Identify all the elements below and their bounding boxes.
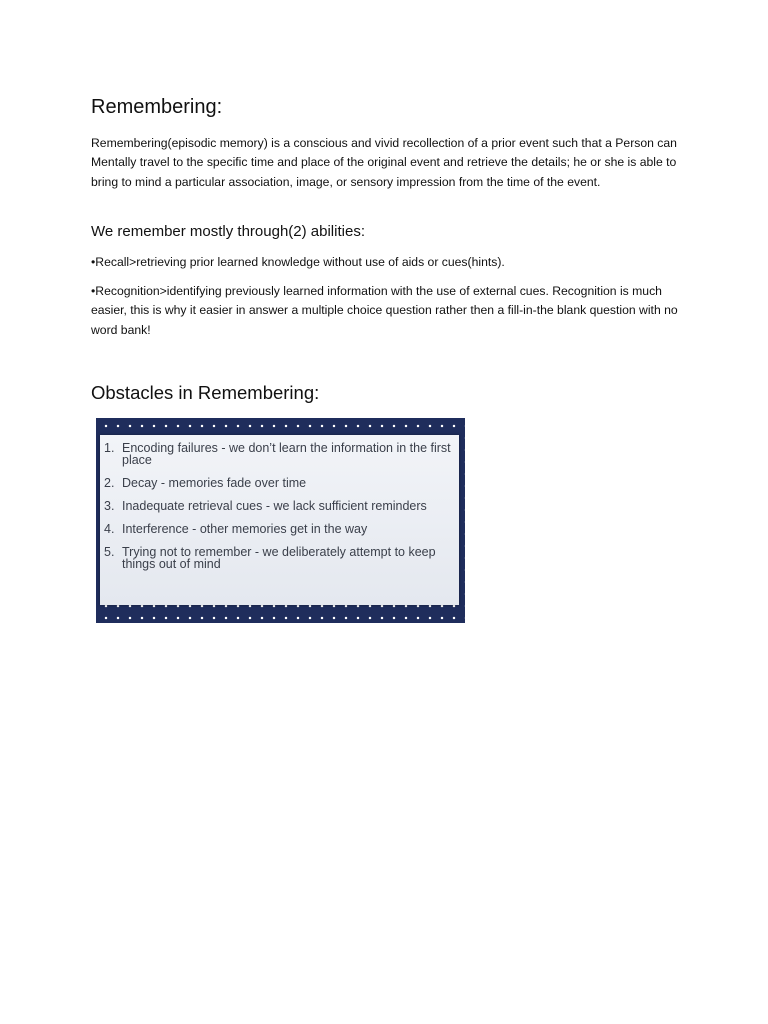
abilities-subheading: We remember mostly through(2) abilities: <box>91 223 365 240</box>
obstacle-text: Inadequate retrieval cues - we lack sufficient reminders <box>122 499 427 513</box>
obstacle-text: Encoding failures - we don’t learn the information in the first place <box>122 441 451 467</box>
bullet-recognition: •Recognition>identifying previously learned information with the use of external cues. Recognition is much easier, this is why it easier in answer a multiple choice question rather then a fill-in-the blank question with no word bank! <box>91 284 678 337</box>
remembering-paragraph: Remembering(episodic memory) is a conscious and vivid recollection of a prior event such that a Person can Mentally travel to the specific time and place of the original event and retrieve the details; he or she is able to bring to mind a particular association, image, or sensory impression from the time of the event. <box>91 136 677 189</box>
obstacles-figure <box>96 418 465 623</box>
obstacle-number: 5. <box>104 545 115 559</box>
obstacles-figure-panel <box>100 435 459 605</box>
obstacle-number: 1. <box>104 441 115 455</box>
obstacle-number: 4. <box>104 522 115 536</box>
obstacle-number: 3. <box>104 499 115 513</box>
obstacle-text: Trying not to remember - we deliberately attempt to keep things out of mind <box>122 545 436 571</box>
obstacle-number: 2. <box>104 476 115 490</box>
obstacle-text: Decay - memories fade over time <box>122 476 307 490</box>
bullet-recall: •Recall>retrieving prior learned knowledge without use of aids or cues(hints). <box>91 255 505 269</box>
obstacle-item <box>104 523 456 535</box>
obstacle-item <box>104 546 456 570</box>
obstacle-item <box>104 477 456 489</box>
obstacle-item <box>104 442 456 466</box>
obstacle-text: Interference - other memories get in the way <box>122 522 368 536</box>
section-heading-obstacles: Obstacles in Remembering: <box>91 382 320 403</box>
obstacle-item <box>104 500 456 512</box>
section-heading-remembering: Remembering: <box>91 96 223 118</box>
obstacles-list <box>104 442 456 581</box>
